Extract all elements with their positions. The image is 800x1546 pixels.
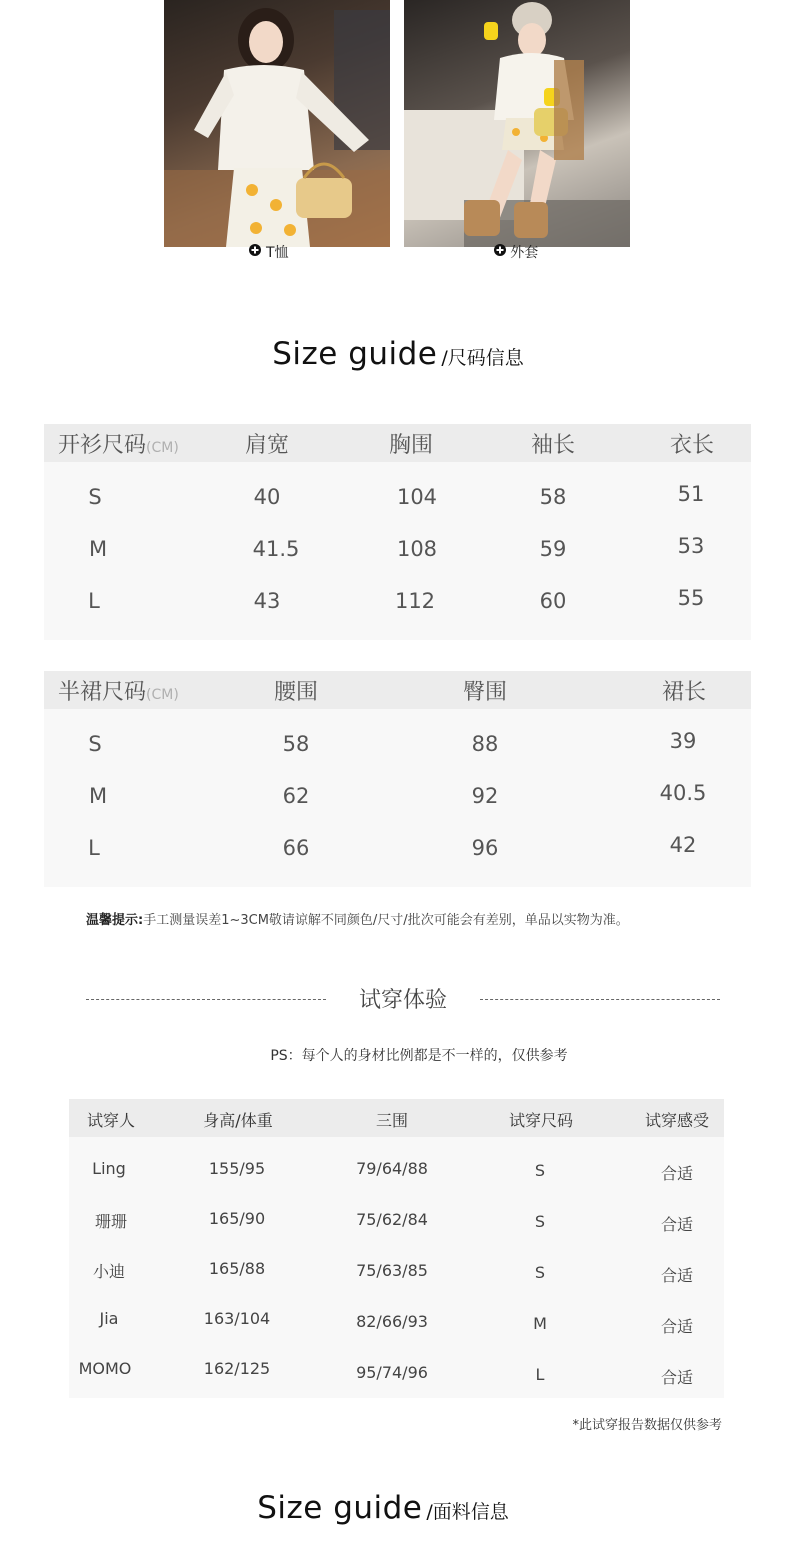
column-header: 肩宽 xyxy=(244,433,290,458)
value-cell: 60 xyxy=(539,589,567,613)
column-header: 试穿感受 xyxy=(644,1111,710,1130)
product-caption-coat xyxy=(486,242,546,262)
value-cell: 51 xyxy=(677,482,705,506)
value-cell: 55 xyxy=(677,586,705,610)
value-cell: 41.5 xyxy=(252,537,300,561)
product-photo-coat xyxy=(404,0,630,247)
tryon-cell: 163/104 xyxy=(203,1309,271,1328)
tryon-cell: 珊珊 xyxy=(94,1212,128,1231)
value-cell: 43 xyxy=(253,589,281,613)
tryon-cell: 165/88 xyxy=(208,1259,266,1278)
caption-text: T恤 xyxy=(265,245,289,261)
tryon-cell: 75/63/85 xyxy=(356,1261,428,1280)
size-guide-title-en: Size guide xyxy=(272,336,438,372)
tryon-cell: 75/62/84 xyxy=(356,1210,428,1229)
column-header: 三围 xyxy=(375,1111,409,1130)
fabric-guide-title-en: Size guide xyxy=(257,1490,423,1526)
tryon-cell: 155/95 xyxy=(208,1159,266,1178)
tryon-cell: S xyxy=(534,1161,546,1180)
size-cell: L xyxy=(88,589,100,613)
column-header: 衣长 xyxy=(669,433,715,458)
value-cell: 58 xyxy=(282,732,310,756)
product-photo-tshirt xyxy=(164,0,390,247)
value-cell: 39 xyxy=(669,729,697,753)
value-cell: 53 xyxy=(677,534,705,558)
column-header: 腰围 xyxy=(273,680,319,705)
tryon-cell: M xyxy=(533,1314,547,1333)
tryon-section-title xyxy=(86,983,720,1015)
tryon-cell: Jia xyxy=(99,1309,119,1328)
size-guide-title-cn: /尺码信息 xyxy=(441,347,524,369)
value-cell: 112 xyxy=(394,589,436,613)
tryon-table xyxy=(69,1099,724,1398)
tryon-cell: MOMO xyxy=(78,1359,132,1378)
tryon-cell: L xyxy=(535,1365,545,1384)
column-header: 试穿尺码 xyxy=(508,1111,574,1130)
size-cell: M xyxy=(88,537,108,561)
header-size-label: 开衫尺码(CM) xyxy=(58,433,179,458)
size-guide-title xyxy=(0,336,798,372)
column-header: 胸围 xyxy=(388,433,434,458)
value-cell: 40 xyxy=(253,485,281,509)
tryon-cell: Ling xyxy=(92,1159,126,1178)
tryon-title-text: 试穿体验 xyxy=(358,988,447,1013)
value-cell: 96 xyxy=(471,836,499,860)
column-header: 袖长 xyxy=(530,433,576,458)
column-header: 裙长 xyxy=(661,680,707,705)
tryon-cell: S xyxy=(534,1212,546,1231)
value-cell: 88 xyxy=(471,732,499,756)
tryon-cell: 合适 xyxy=(660,1317,694,1336)
tryon-cell: 162/125 xyxy=(203,1359,271,1378)
fabric-guide-title-cn: /面料信息 xyxy=(426,1501,509,1523)
caption-text: 外套 xyxy=(510,245,539,261)
tryon-cell: 95/74/96 xyxy=(356,1363,428,1382)
size-cell: S xyxy=(88,485,102,509)
value-cell: 59 xyxy=(539,537,567,561)
size-cell: S xyxy=(88,732,102,756)
column-header: 臀围 xyxy=(462,680,508,705)
column-header: 身高/体重 xyxy=(203,1111,273,1130)
column-header: 试穿人 xyxy=(86,1111,136,1130)
measurement-notice xyxy=(86,909,629,928)
tryon-ps-note: PS：每个人的身材比例都是不一样的，仅供参考 xyxy=(270,1048,568,1064)
value-cell: 108 xyxy=(396,537,438,561)
value-cell: 92 xyxy=(471,784,499,808)
tryon-cell: 79/64/88 xyxy=(356,1159,428,1178)
cardigan-size-table xyxy=(44,424,751,640)
value-cell: 40.5 xyxy=(659,781,707,805)
tryon-footnote: *此试穿报告数据仅供参考 xyxy=(572,1418,722,1433)
tryon-cell: 合适 xyxy=(660,1164,694,1183)
size-cell: M xyxy=(88,784,108,808)
model-illustration xyxy=(164,0,390,247)
header-size-label: 半裙尺码(CM) xyxy=(58,680,179,705)
value-cell: 62 xyxy=(282,784,310,808)
skirt-size-table xyxy=(44,671,751,887)
value-cell: 42 xyxy=(669,833,697,857)
tryon-cell: 合适 xyxy=(660,1215,694,1234)
divider-right xyxy=(480,999,720,1000)
tryon-cell: S xyxy=(534,1263,546,1282)
fabric-guide-title xyxy=(0,1490,783,1526)
tryon-cell: 82/66/93 xyxy=(356,1312,428,1331)
tryon-cell: 小迪 xyxy=(92,1262,126,1281)
tryon-cell: 合适 xyxy=(660,1266,694,1285)
size-cell: L xyxy=(88,836,100,860)
model-illustration xyxy=(404,0,630,247)
tryon-cell: 合适 xyxy=(660,1368,694,1387)
plus-circle-icon xyxy=(249,244,261,256)
notice-text: 手工测量误差1~3CM敬请谅解不同颜色/尺寸/批次可能会有差别，单品以实物为准。 xyxy=(143,913,629,928)
value-cell: 66 xyxy=(282,836,310,860)
value-cell: 104 xyxy=(396,485,438,509)
notice-label: 温馨提示: xyxy=(86,913,144,928)
value-cell: 58 xyxy=(539,485,567,509)
tryon-cell: 165/90 xyxy=(208,1209,266,1228)
product-caption-tshirt xyxy=(239,242,299,262)
plus-circle-icon xyxy=(494,244,506,256)
